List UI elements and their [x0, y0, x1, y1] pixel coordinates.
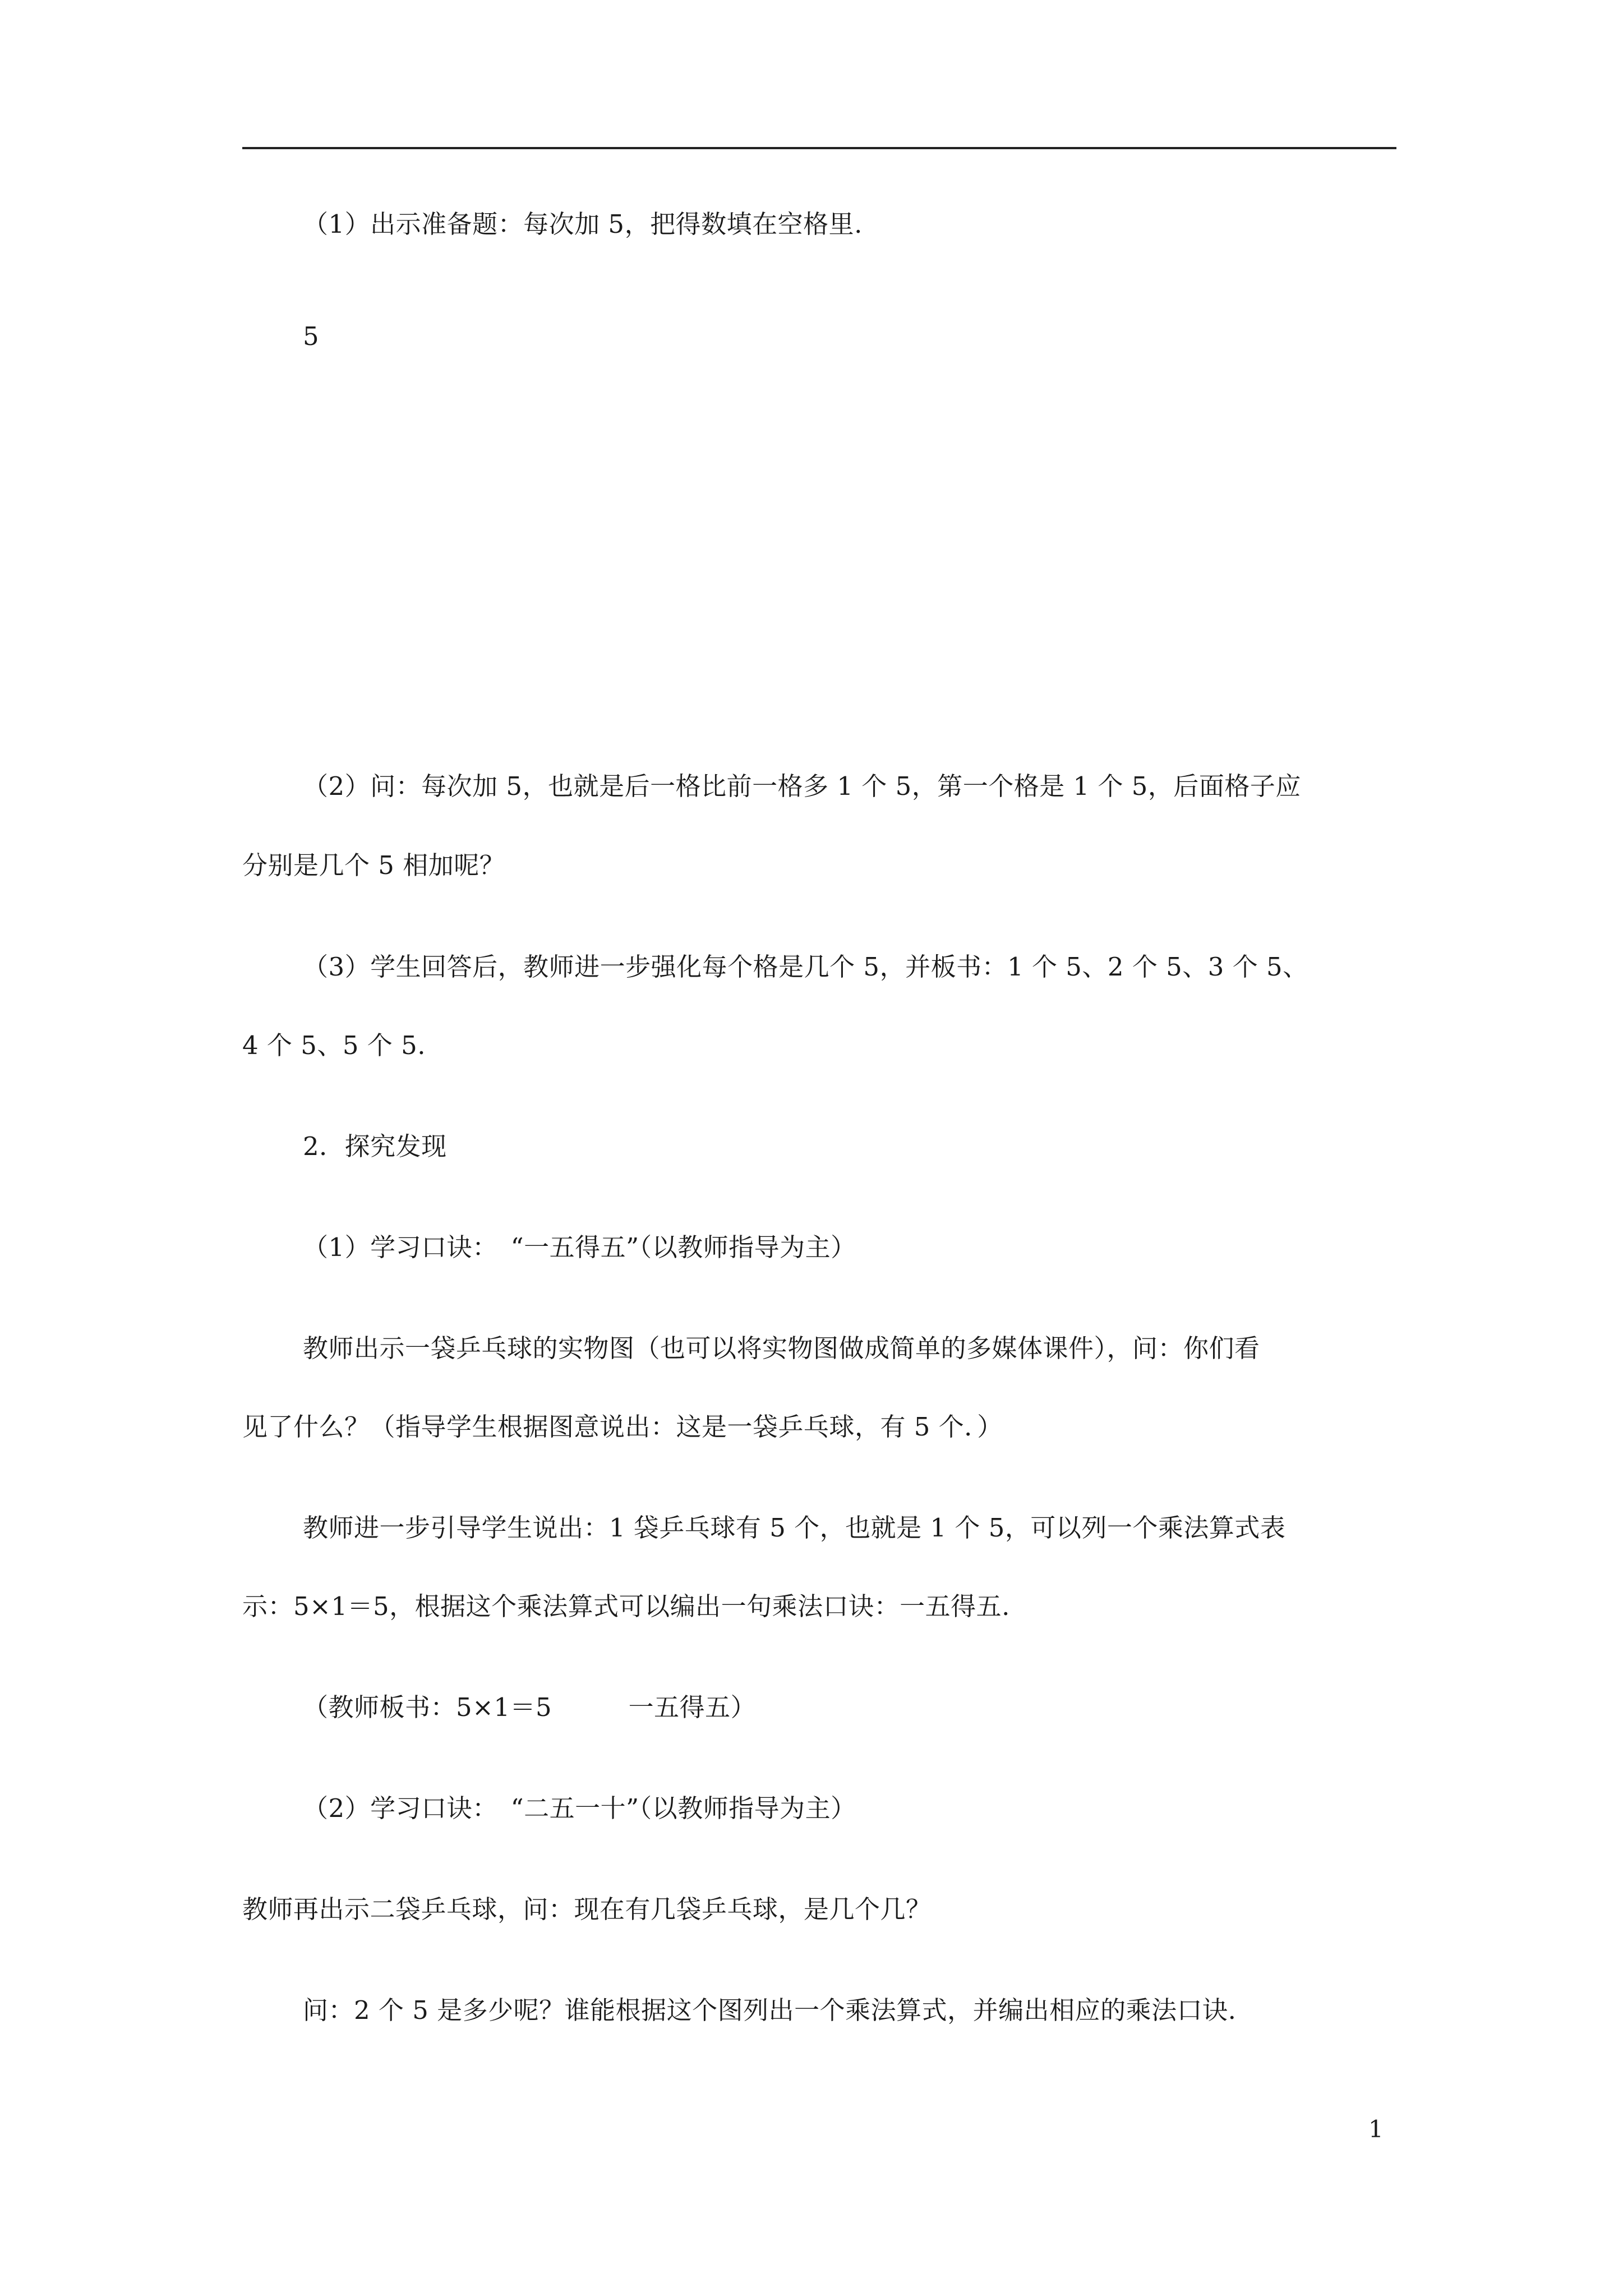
- paragraph-question-3-line-1: （3）学生回答后，教师进一步强化每个格是几个 5，并板书：1 个 5、2 个 5、3 个 5、: [303, 952, 1308, 982]
- paragraph-show-bag-line-1: 教师出示一袋乒乓球的实物图（也可以将实物图做成简单的多媒体课件），问：你们看: [303, 1333, 1260, 1363]
- paragraph-question-3-line-2: 4 个 5、5 个 5.: [242, 1030, 426, 1060]
- paragraph-learn-rhyme-1: （1）学习口诀： “一五得五”（以教师指导为主）: [303, 1232, 856, 1262]
- paragraph-guide-line-1: 教师进一步引导学生说出：1 袋乒乓球有 5 个，也就是 1 个 5，可以列一个乘法算式表: [303, 1513, 1286, 1543]
- paragraph-question-two-fives: 问：2 个 5 是多少呢？谁能根据这个图列出一个乘法算式，并编出相应的乘法口诀.: [303, 1995, 1237, 2025]
- section-heading-explore: 2．探究发现: [303, 1131, 447, 1161]
- paragraph-prep-question: （1）出示准备题：每次加 5，把得数填在空格里.: [303, 209, 863, 239]
- page-number: 1: [1368, 2115, 1384, 2143]
- header-rule: [242, 147, 1396, 149]
- paragraph-learn-rhyme-2: （2）学习口诀： “二五一十”（以教师指导为主）: [303, 1793, 856, 1823]
- paragraph-question-2-line-1: （2）问：每次加 5，也就是后一格比前一格多 1 个 5，第一个格是 1 个 5，后面格子应: [303, 771, 1301, 801]
- paragraph-board-writing: （教师板书：5×1＝5 一五得五）: [303, 1692, 757, 1722]
- paragraph-question-2-line-2: 分别是几个 5 相加呢？: [242, 850, 505, 880]
- paragraph-guide-line-2: 示：5×1＝5，根据这个乘法算式可以编出一句乘法口诀：一五得五.: [242, 1591, 1010, 1621]
- number-five: 5: [303, 321, 320, 351]
- paragraph-two-bags: 教师再出示二袋乒乓球，问：现在有几袋乒乓球，是几个几？: [242, 1894, 932, 1924]
- paragraph-show-bag-line-2: 见了什么？（指导学生根据图意说出：这是一袋乒乓球，有 5 个．）: [242, 1412, 1003, 1442]
